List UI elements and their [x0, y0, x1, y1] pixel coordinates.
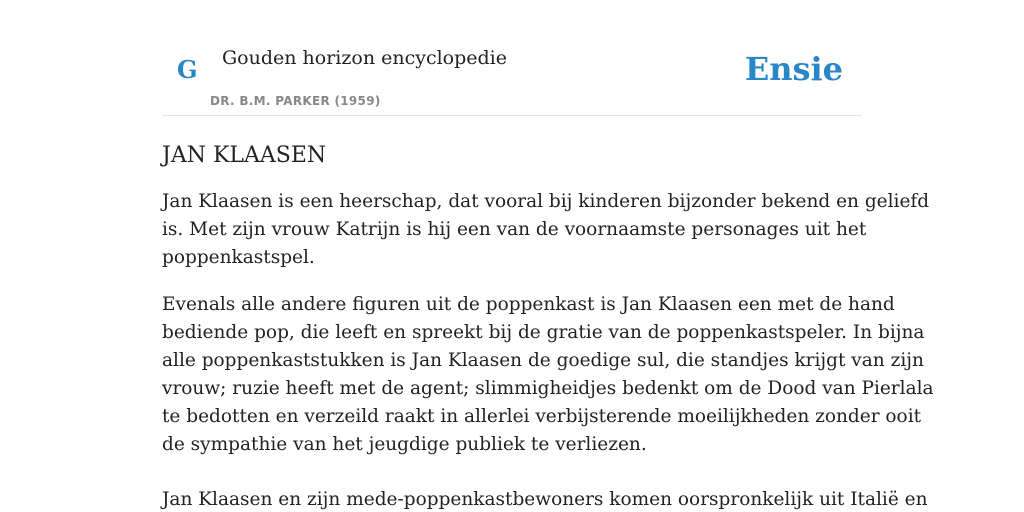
brand-logo[interactable]: Ensie — [744, 50, 843, 88]
article-paragraph-1 — [162, 188, 930, 272]
paragraph-line: te bedotten en verzeild raakt in allerlei verbijsterende moeilijkheden zonder ooit — [162, 406, 922, 427]
article-paragraph-2 — [162, 291, 934, 459]
paragraph-line: vrouw; ruzie heeft met de agent; slimmigheidjes bedenkt om de Dood van Pierlala — [162, 378, 934, 399]
book-logo-icon[interactable]: G — [177, 55, 198, 84]
paragraph-line: Jan Klaasen en zijn mede-poppenkastbewoners komen oorspronkelijk uit Italië en — [162, 489, 928, 510]
header — [162, 0, 862, 116]
paragraph-line: bediende pop, die leeft en spreekt bij de gratie van de poppenkastspeler. In bijna — [162, 322, 925, 343]
paragraph-line: poppenkastspel. — [162, 247, 315, 268]
paragraph-line: alle poppenkaststukken is Jan Klaasen de goedige sul, die standjes krijgt van zijn — [162, 350, 924, 371]
book-author: DR. B.M. PARKER (1959) — [210, 94, 381, 108]
paragraph-line: de sympathie van het jeugdige publiek te verliezen. — [162, 434, 647, 455]
article-title: JAN KLAASEN — [162, 143, 327, 168]
paragraph-line: is. Met zijn vrouw Katrijn is hij een van de voornaamste personages uit het — [162, 219, 867, 240]
paragraph-line: Jan Klaasen is een heerschap, dat vooral bij kinderen bijzonder bekend en geliefd — [162, 191, 930, 212]
article-paragraph-3 — [162, 486, 928, 512]
book-title[interactable]: Gouden horizon encyclopedie — [222, 47, 507, 69]
content-container — [162, 0, 934, 512]
paragraph-line: Evenals alle andere figuren uit de poppenkast is Jan Klaasen een met de hand — [162, 294, 895, 315]
